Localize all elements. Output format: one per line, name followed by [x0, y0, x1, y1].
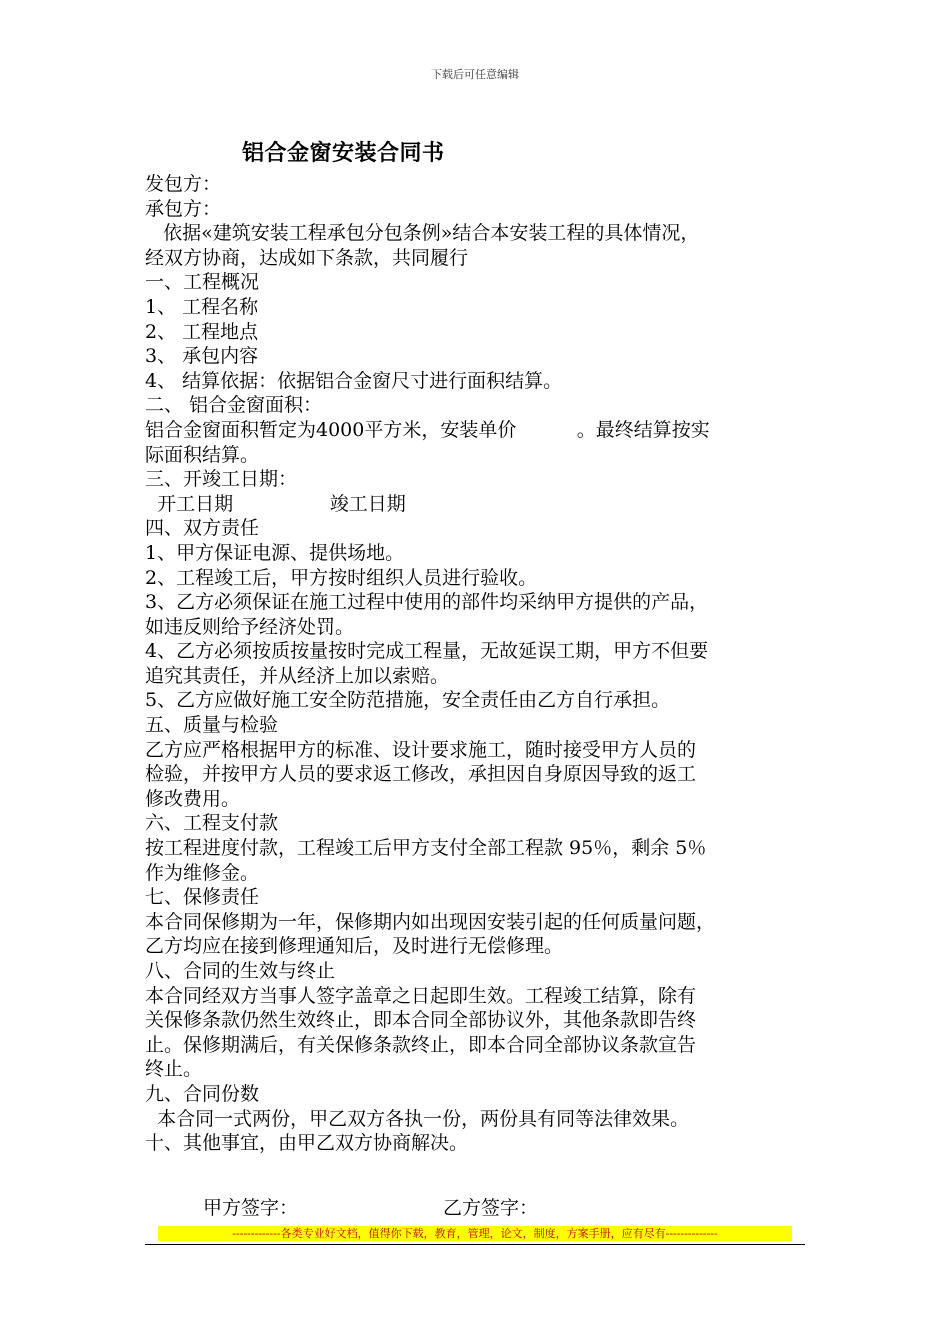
body-line: 修改费用。 [145, 787, 241, 810]
body-line: 追究其责任，并从经济上加以索赔。 [145, 664, 450, 687]
body-line: 1、甲方保证电源、提供场地。 [145, 541, 405, 564]
body-line: 发包方： [145, 173, 222, 195]
body-line: 乙方应严格根据甲方的标准、设计要求施工，随时接受甲方人员的 [145, 738, 697, 761]
footer-rule [145, 1244, 805, 1245]
body-line: 2、工程竣工后，甲方按时组织人员进行验收。 [145, 566, 538, 589]
body-line: 四、双方责任 [145, 517, 260, 540]
body-line: 本合同保修期为一年，保修期内如出现因安装引起的任何质量问题， [145, 910, 716, 933]
party-a-signature-label: 甲方签字： [203, 1197, 299, 1219]
body-line: 如违反则给予经济处罚。 [145, 615, 355, 638]
header-note: 下载后可任意编辑 [431, 68, 519, 81]
body-line: 开工日期 竣工日期 [145, 492, 406, 515]
body-line: 3、 承包内容 [145, 345, 259, 368]
body-line: 终止。 [145, 1058, 203, 1081]
body-line: 检验，并按甲方人员的要求返工修改，承担因自身原因导致的返工 [145, 763, 697, 786]
body-line: 承包方： [145, 197, 222, 220]
body-line: 本合同一式两份，甲乙双方各执一份，两份具有同等法律效果。 [145, 1107, 690, 1130]
body-line: 4、乙方必须按质按量按时完成工程量，无故延误工期，甲方不但要 [145, 640, 709, 663]
body-line: 2、 工程地点 [145, 320, 259, 343]
contract-body [145, 172, 825, 1156]
body-line: 4、 结算依据：依据铝合金窗尺寸进行面积结算。 [145, 369, 563, 392]
body-line: 三、开竣工日期： [145, 468, 298, 491]
body-line: 3、乙方必须保证在施工过程中使用的部件均采纳甲方提供的产品， [145, 591, 709, 614]
body-line: 关保修条款仍然生效终止，即本合同全部协议外，其他条款即告终 [145, 1009, 697, 1032]
body-line: 按工程进度付款，工程竣工后甲方支付全部工程款 95％，剩余 5％ [145, 837, 707, 860]
body-line: 1、 工程名称 [145, 295, 259, 318]
body-line: 一、工程概况 [145, 271, 260, 294]
body-line: 作为维修金。 [145, 861, 260, 884]
body-line: 乙方均应在接到修理通知后，及时进行无偿修理。 [145, 935, 564, 958]
body-line: 5、乙方应做好施工安全防范措施，安全责任由乙方自行承担。 [145, 689, 671, 712]
body-line: 十、其他事宜，由甲乙双方协商解决。 [145, 1132, 469, 1155]
body-line: 际面积结算。 [145, 443, 260, 466]
body-line: 六、工程支付款 [145, 812, 279, 835]
body-line: 经双方协商，达成如下条款，共同履行 [145, 246, 469, 269]
body-line: 二、 铝合金窗面积： [145, 394, 323, 417]
document-title: 铝合金窗安装合同书 [242, 141, 445, 166]
party-b-signature-label: 乙方签字： [443, 1197, 539, 1219]
body-line: 本合同经双方当事人签字盖章之日起即生效。工程竣工结算，除有 [145, 984, 697, 1007]
footer-banner: -------------各类专业好文档，值得你下载，教育，管理，论文，制度，方案手册，应有尽有-------------- [158, 1226, 792, 1241]
body-line: 七、保修责任 [145, 886, 260, 909]
body-line: 铝合金窗面积暂定为4000平方米，安装单价 。最终结算按实 [145, 418, 710, 441]
body-line: 依据«建筑安装工程承包分包条例»结合本安装工程的具体情况， [145, 222, 700, 245]
body-line: 止。保修期满后，有关保修条款终止，即本合同全部协议条款宣告 [145, 1033, 697, 1056]
body-line: 八、合同的生效与终止 [145, 960, 336, 982]
body-line: 五、质量与检验 [145, 714, 279, 737]
body-line: 九、合同份数 [145, 1082, 260, 1105]
